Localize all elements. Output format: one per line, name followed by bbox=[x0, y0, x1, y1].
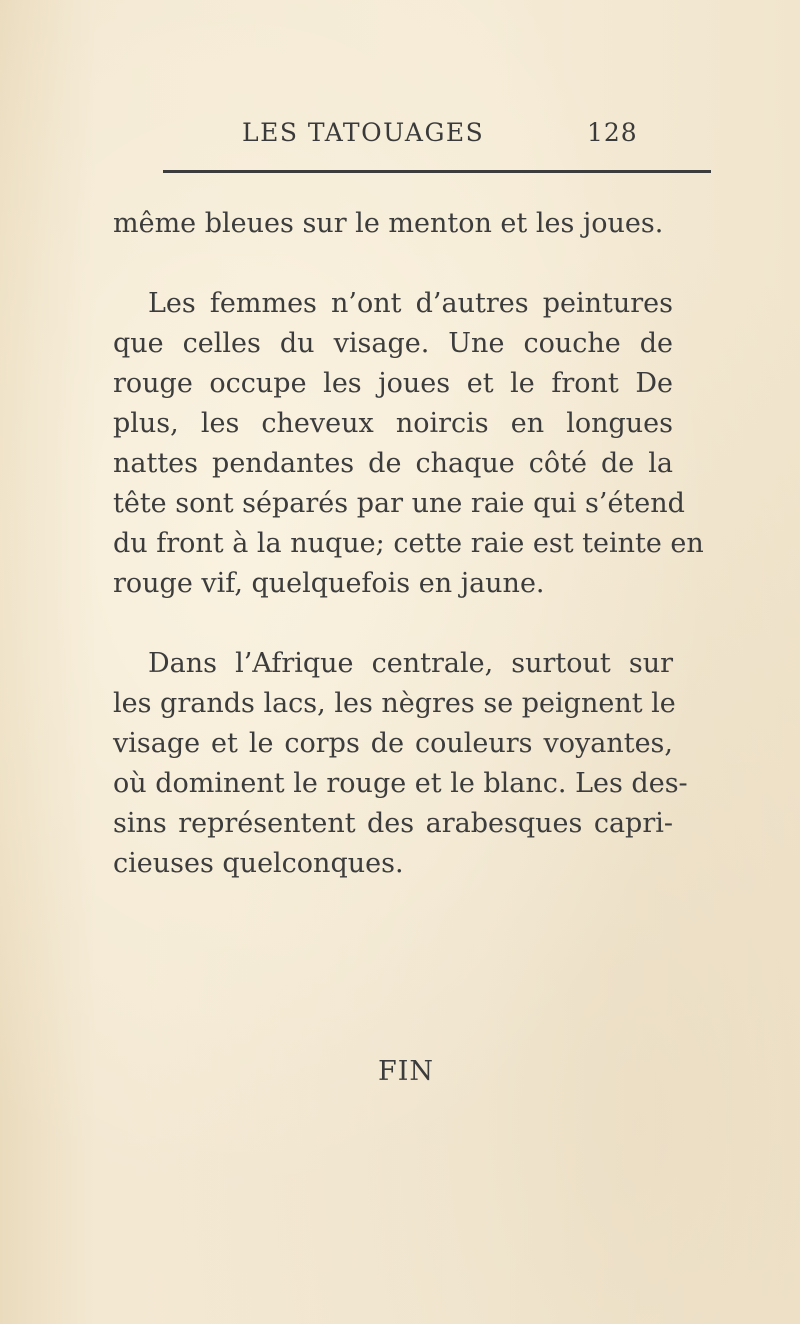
text-line: Les femmes n’ont d’autres peintures bbox=[148, 288, 673, 319]
header-rule bbox=[163, 170, 711, 173]
text-line: Dans l’Afrique centrale, surtout sur bbox=[148, 648, 673, 679]
text-line: visage et le corps de couleurs voyantes, bbox=[113, 728, 673, 759]
paragraph-3 bbox=[113, 644, 688, 884]
text-line: rouge vif, quelquefois en jaune. bbox=[113, 568, 545, 599]
paragraph-gap bbox=[113, 604, 673, 644]
body-text bbox=[113, 204, 704, 884]
text-line: sins représentent des arabesques capri- bbox=[113, 808, 673, 839]
text-line: cieuses quelconques. bbox=[113, 848, 404, 879]
text-line: nattes pendantes de chaque côté de la bbox=[113, 448, 673, 479]
text-line: que celles du visage. Une couche de bbox=[113, 328, 673, 359]
text-line: rouge occupe les joues et le front De bbox=[113, 368, 673, 399]
text-line: du front à la nuque; cette raie est teinte en bbox=[113, 528, 704, 559]
text-line: tête sont séparés par une raie qui s’étend bbox=[113, 488, 685, 519]
paragraph-2 bbox=[113, 284, 704, 604]
text-line: même bleues sur le menton et les joues. bbox=[113, 208, 664, 239]
end-mark: FIN bbox=[377, 1056, 435, 1087]
text-line: où dominent le rouge et le blanc. Les des- bbox=[113, 768, 688, 799]
running-title: LES TATOUAGES bbox=[242, 118, 485, 147]
paragraph-1 bbox=[113, 204, 673, 244]
text-line: plus, les cheveux noircis en longues bbox=[113, 408, 673, 439]
paragraph-gap bbox=[113, 244, 673, 284]
page-number: 128 bbox=[587, 118, 638, 147]
text-line: les grands lacs, les nègres se peignent le bbox=[113, 688, 676, 719]
running-header bbox=[0, 118, 800, 158]
